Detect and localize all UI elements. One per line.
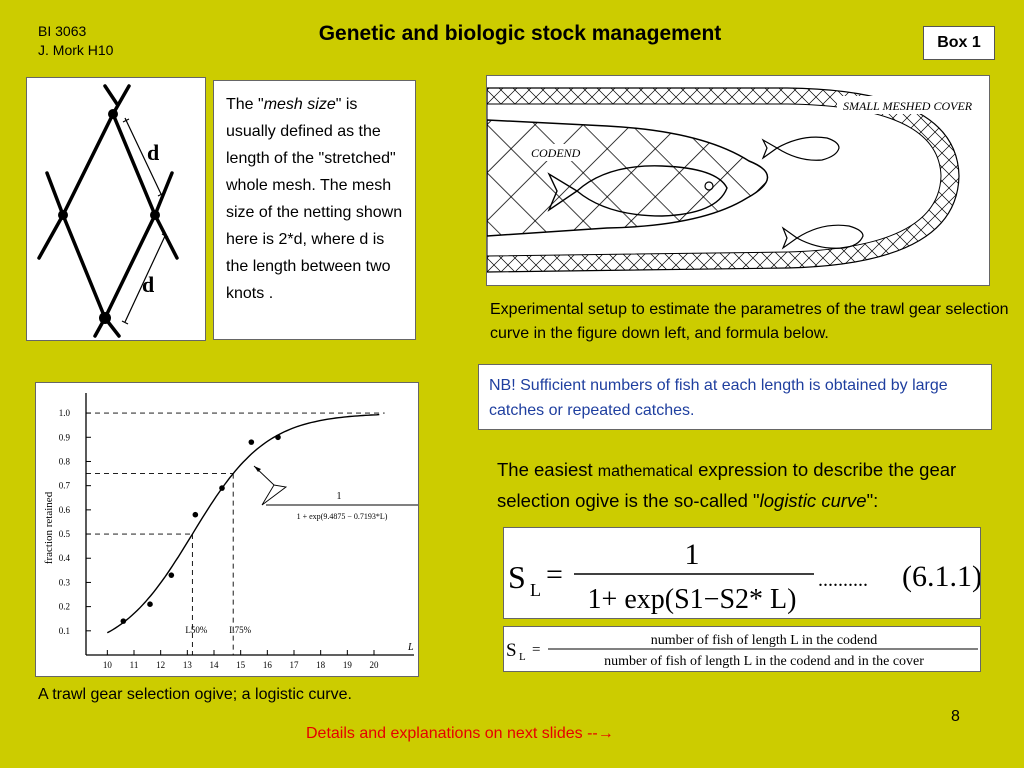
x-tick-label: 16: [262, 660, 272, 670]
box-label: Box 1: [923, 26, 995, 60]
chart-caption: A trawl gear selection ogive; a logistic curve.: [38, 686, 352, 703]
data-point: [121, 618, 127, 624]
y-tick-label: 0.4: [58, 553, 70, 564]
logistic-curve-line: [107, 415, 379, 633]
label-small-meshed-cover: SMALL MESHED COVER: [843, 99, 973, 113]
formula1-lhs: S: [508, 559, 526, 595]
mesh-text-after: " is usually defined as the length of the "stretched" whole mesh. The mesh size of the netting shown here is 2*d, where d is the length between two knots .: [226, 96, 403, 302]
y-tick-label: 0.8: [58, 456, 70, 467]
x-tick-label: 15: [236, 660, 246, 670]
ratio-formula-box: [503, 626, 981, 672]
formula1-dots: ..........: [818, 569, 868, 591]
chart-formula-denominator: 1 + exp(9.4875 − 0.7193*L): [296, 512, 388, 521]
mesh-label-d-top: d: [147, 140, 160, 165]
data-point: [169, 572, 175, 578]
data-point: [275, 434, 281, 440]
formula2-denominator: number of fish of length L in the codend and in the cover: [604, 654, 924, 669]
chart-formula-numerator: 1: [336, 491, 342, 502]
chart-axes: [86, 393, 414, 655]
formula2-equals: =: [532, 642, 541, 658]
y-tick-label: 0.3: [58, 577, 70, 588]
x-tick-label: 12: [156, 660, 166, 670]
next-slides-link[interactable]: Details and explanations on next slides --→: [306, 725, 614, 742]
x-tick-label: 11: [129, 660, 139, 670]
formula2-lhs-sub: L: [519, 651, 526, 663]
trawl-caption: Experimental setup to estimate the parametres of the trawl gear selection curve in the figure down left, and formula below.: [490, 301, 1009, 342]
marker-l50: L50%: [185, 625, 208, 635]
y-tick-label: 0.1: [58, 625, 70, 636]
data-point: [249, 439, 255, 445]
course-code: BI 3063: [38, 23, 87, 39]
intro-part4: ":: [866, 490, 879, 511]
chart-ylabel: fraction retained: [43, 491, 55, 565]
intro-part3: expression to describe the gear selection ogive is the so-called ": [497, 459, 957, 511]
mesh-size-description: [213, 80, 416, 340]
x-tick-label: 17: [289, 660, 299, 670]
chart-formula-annotation: [254, 466, 418, 521]
logistic-intro: [497, 455, 997, 515]
trawl-illustration: [487, 76, 989, 285]
x-tick-label: 13: [182, 660, 192, 670]
x-tick-label: 14: [209, 660, 219, 670]
intro-part1: The easiest: [497, 459, 598, 480]
ratio-formula: [504, 627, 980, 671]
slide-title: Genetic and biologic stock management: [318, 22, 722, 45]
y-tick-label: 0.9: [58, 432, 70, 443]
y-tick-label: 0.2: [58, 601, 70, 612]
marker-l75: L75%: [229, 625, 252, 635]
formula1-numerator: 1: [684, 538, 700, 571]
intro-mathematical: mathematical: [597, 463, 693, 480]
author-label: J. Mork H10: [38, 42, 114, 58]
mesh-label-d-bottom: d: [142, 272, 155, 297]
x-tick-label: 10: [102, 660, 112, 670]
data-point: [147, 601, 153, 607]
data-point: [219, 485, 225, 491]
course-info: [38, 22, 113, 60]
x-tick-label: 19: [342, 660, 352, 670]
x-tick-label: 20: [369, 660, 379, 670]
mesh-text-before: The ": [226, 96, 264, 113]
chart-xlabel: L: [408, 642, 414, 653]
chart-guides: [86, 413, 385, 655]
selection-ogive-chart: [36, 383, 418, 676]
x-tick-label: 18: [316, 660, 326, 670]
formula1-lhs-sub: L: [530, 580, 541, 600]
logistic-formula: [504, 528, 980, 618]
mesh-diagram-panel: [26, 77, 206, 341]
data-point: [193, 512, 199, 518]
selection-ogive-chart-panel: [35, 382, 419, 677]
formula1-equals: =: [546, 558, 563, 591]
formula2-lhs: S: [506, 640, 517, 661]
y-tick-label: 0.6: [58, 504, 70, 515]
formula1-number: (6.1.1): [902, 560, 980, 593]
chart-data-points: [121, 434, 281, 623]
formula1-denominator: 1+ exp(S1−S2* L): [587, 584, 797, 615]
label-codend: CODEND: [531, 146, 581, 160]
formula2-numerator: number of fish of length L in the codend: [650, 633, 878, 648]
nb-note: NB! Sufficient numbers of fish at each length is obtained by large catches or repeated catches.: [478, 364, 992, 430]
chart-ticks: [59, 408, 379, 670]
y-tick-label: 0.5: [58, 529, 70, 540]
y-tick-label: 1.0: [58, 408, 70, 419]
page-number: 8: [951, 708, 960, 725]
mesh-size-term: mesh size: [263, 96, 336, 113]
trawl-illustration-panel: [486, 75, 990, 286]
logistic-formula-box: [503, 527, 981, 619]
y-tick-label: 0.7: [58, 480, 70, 491]
logistic-curve-term: logistic curve: [759, 490, 867, 511]
mesh-diagram: [27, 78, 205, 340]
